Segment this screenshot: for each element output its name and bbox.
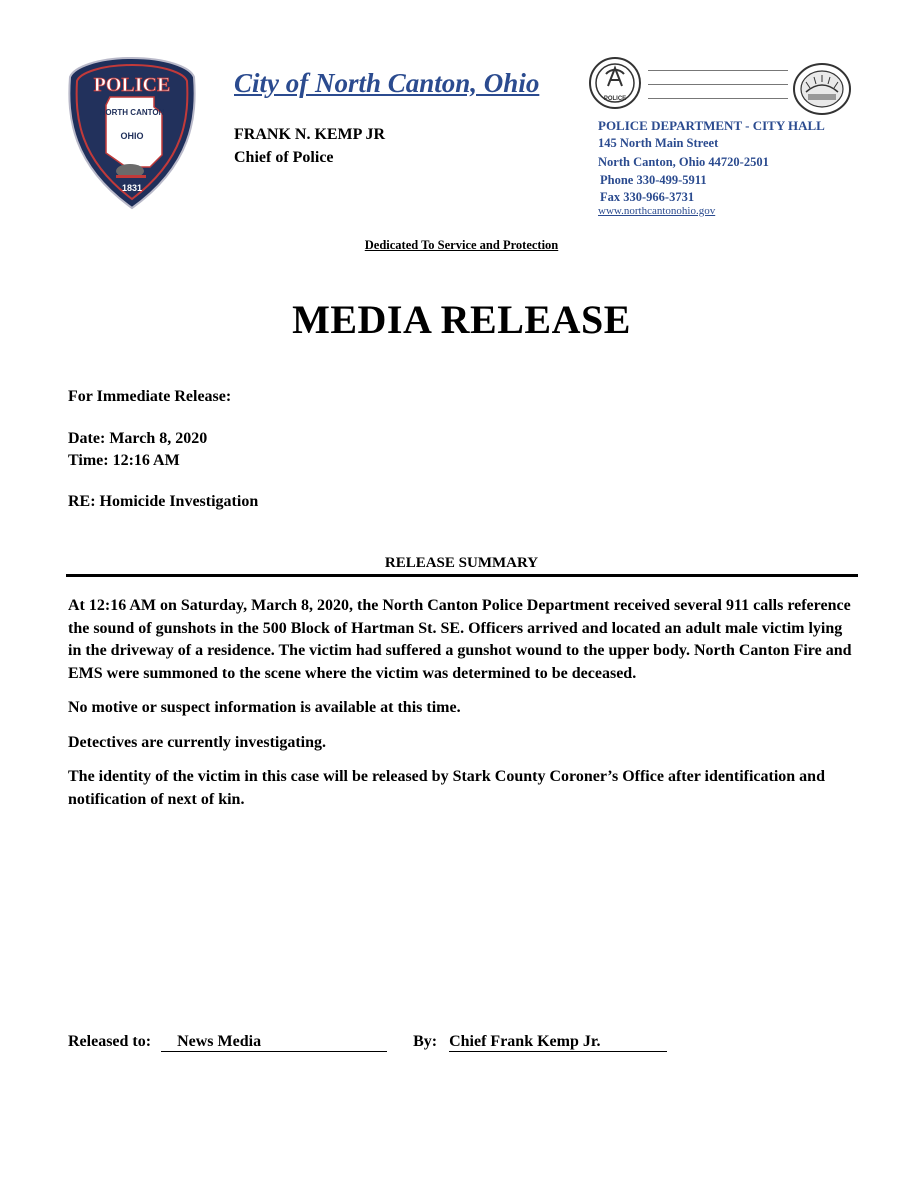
released-to-value: News Media xyxy=(161,1033,387,1052)
summary-paragraph: The identity of the victim in this case will be released by Stark County Coroner’s Office after identification and notification of next of kin. xyxy=(68,768,825,808)
phone-number: Phone 330-499-5911 xyxy=(600,173,707,187)
patch-year-text: 1831 xyxy=(121,183,143,193)
police-patch-logo xyxy=(66,55,198,211)
immediate-release-label: For Immediate Release: xyxy=(68,388,232,405)
patch-state-text: OHIO xyxy=(120,131,144,141)
subject-line: RE: Homicide Investigation xyxy=(68,493,259,510)
summary-paragraph: At 12:16 AM on Saturday, March 8, 2020, the North Canton Police Department received several 911 calls reference the sound of gunshots in the 500 Block of Hartman St. SE. Officers arrived and located an adult male victim lying in the driveway of a residence. The victim had suffered a gunshot wound to the upper body. North Canton Fire and EMS were summoned to the scene where the victim was determined to be deceased. xyxy=(68,597,852,682)
chief-name: FRANK N. KEMP JR xyxy=(234,126,386,143)
summary-divider xyxy=(66,574,858,577)
website-link[interactable]: www.northcantonohio.gov xyxy=(598,205,716,217)
divider xyxy=(648,70,788,71)
fax-number: Fax 330-966-3731 xyxy=(600,190,695,204)
summary-paragraph: No motive or suspect information is available at this time. xyxy=(68,699,461,716)
tagline: Dedicated To Service and Protection xyxy=(364,238,559,252)
address-street: 145 North Main Street xyxy=(598,136,719,150)
department-name: POLICE DEPARTMENT - CITY HALL xyxy=(598,118,825,133)
patch-top-text: POLICE xyxy=(93,74,171,96)
summary-paragraph: Detectives are currently investigating. xyxy=(68,733,327,751)
address-city: North Canton, Ohio 44720-2501 xyxy=(598,155,769,169)
released-to-label: Released to: xyxy=(68,1033,152,1050)
summary-heading: RELEASE SUMMARY xyxy=(384,555,539,571)
page-title: MEDIA RELEASE xyxy=(292,297,631,342)
patch-middle-text: NORTH CANTON xyxy=(99,108,165,117)
by-label: By: xyxy=(413,1033,438,1050)
release-date: Date: March 8, 2020 xyxy=(68,430,208,447)
chief-title: Chief of Police xyxy=(234,149,334,166)
divider xyxy=(648,98,788,99)
city-title: City of North Canton, Ohio xyxy=(234,68,540,98)
city-seal-icon xyxy=(792,62,852,116)
police-seal-icon xyxy=(588,56,642,110)
summary-body xyxy=(68,595,858,823)
by-value: Chief Frank Kemp Jr. xyxy=(449,1033,667,1052)
seal-left-text: POLICE xyxy=(603,96,627,102)
release-footer xyxy=(68,1033,667,1052)
release-time: Time: 12:16 AM xyxy=(68,452,180,469)
divider xyxy=(648,84,788,85)
